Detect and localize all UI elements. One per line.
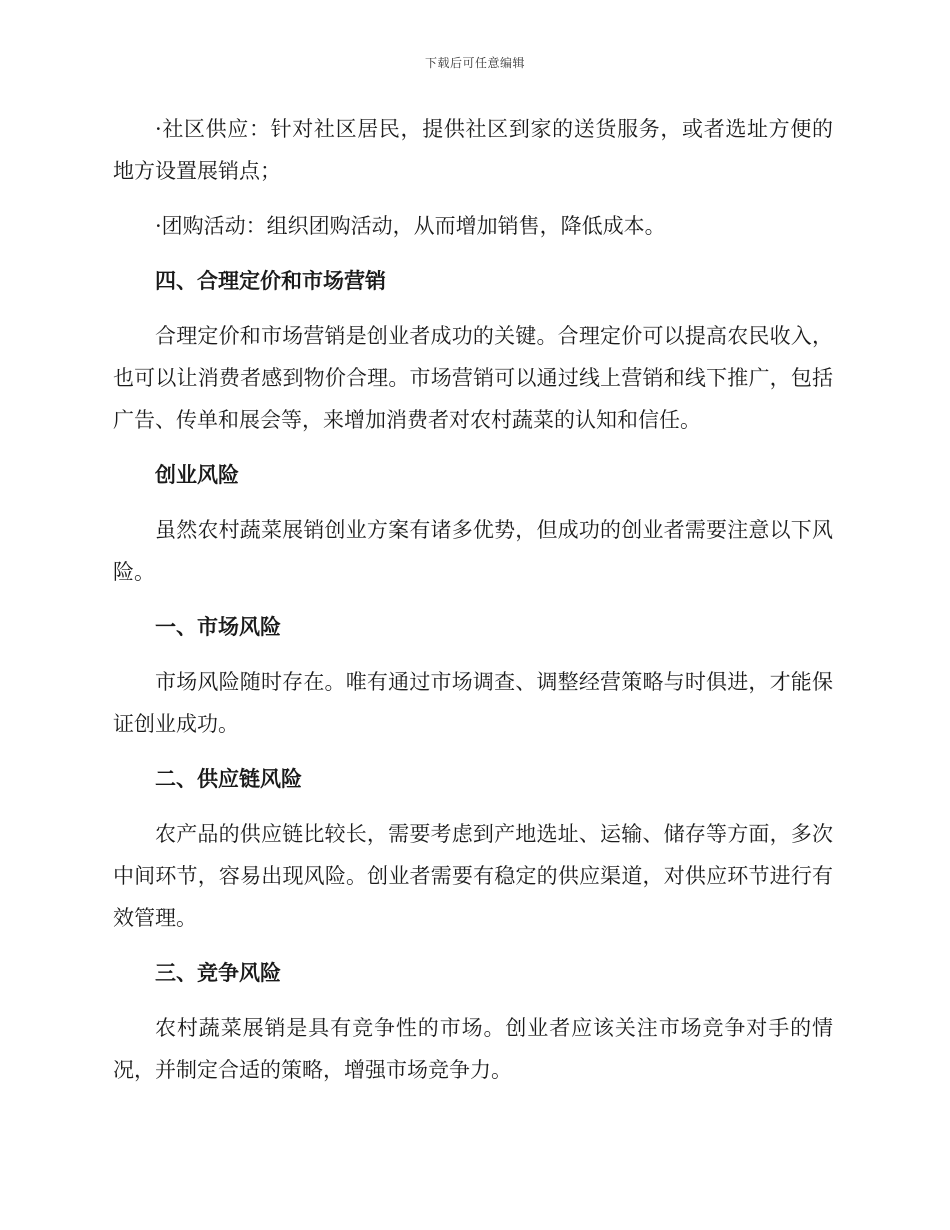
paragraph-competition-risk: 农村蔬菜展销是具有竞争性的市场。创业者应该关注市场竞争对手的情况，并制定合适的策略，增强市场竞争力。 <box>113 1016 833 1082</box>
section-heading-market-risk: 一、市场风险 <box>155 614 281 639</box>
document-body <box>113 108 833 1104</box>
section-heading-pricing-marketing: 四、合理定价和市场营销 <box>155 268 386 293</box>
page-header: 下载后可任意编辑 <box>424 56 525 70</box>
paragraph-risks-intro: 虽然农村蔬菜展销创业方案有诸多优势，但成功的创业者需要注意以下风险。 <box>113 518 833 584</box>
paragraph-pricing-marketing: 合理定价和市场营销是创业者成功的关键。合理定价可以提高农民收入，也可以让消费者感到物价合理。市场营销可以通过线上营销和线下推广，包括广告、传单和展会等，来增加消费者对农村蔬菜的认知和信任。 <box>113 324 833 432</box>
section-heading-supply-chain-risk: 二、供应链风险 <box>155 766 302 791</box>
bullet-community-supply: ·社区供应：针对社区居民，提供社区到家的送货服务，或者选址方便的地方设置展销点； <box>113 117 833 183</box>
section-heading-competition-risk: 三、竞争风险 <box>155 960 281 985</box>
paragraph-supply-chain-risk: 农产品的供应链比较长，需要考虑到产地选址、运输、储存等方面，多次中间环节，容易出现风险。创业者需要有稳定的供应渠道，对供应环节进行有效管理。 <box>113 822 833 930</box>
bullet-group-buying: ·团购活动：组织团购活动，从而增加销售，降低成本。 <box>155 214 666 238</box>
paragraph-market-risk: 市场风险随时存在。唯有通过市场调查、调整经营策略与时俱进，才能保证创业成功。 <box>113 670 833 736</box>
section-heading-startup-risks: 创业风险 <box>155 462 239 487</box>
